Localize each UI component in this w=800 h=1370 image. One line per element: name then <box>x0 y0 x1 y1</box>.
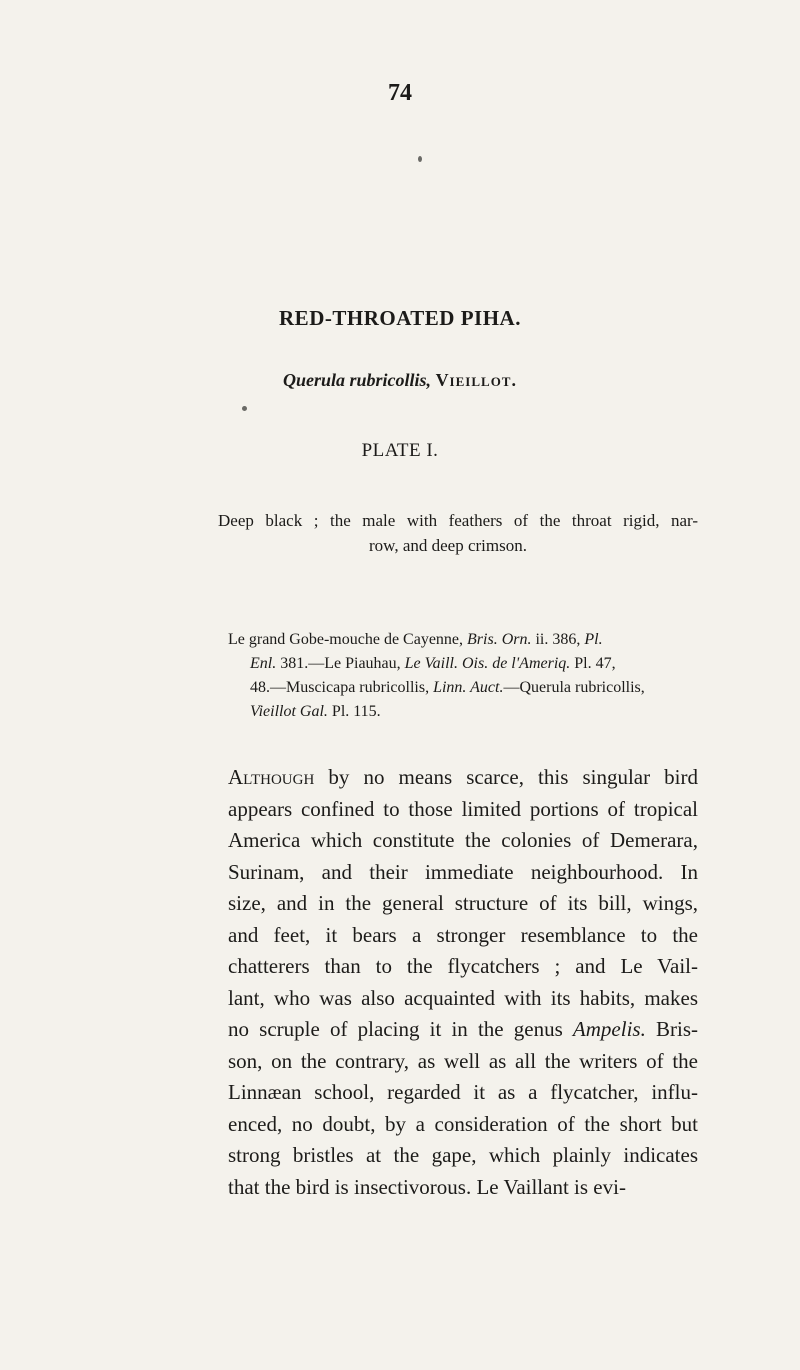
plate-label: PLATE I. <box>361 440 439 461</box>
synonymy-text: Le grand Gobe-mouche de Cayenne, <box>228 631 468 648</box>
body-text: no scruple of placing it in the genus <box>228 1017 573 1041</box>
species-description <box>218 508 698 558</box>
description-line: row, and deep crimson. <box>369 536 527 555</box>
synonymy-citation: Vieillot Gal. <box>250 703 328 720</box>
ink-spot <box>242 406 247 411</box>
body-text: by no means scarce, this singular bird <box>314 765 698 789</box>
synonymy-text: Pl. 47, <box>570 655 616 672</box>
body-line: America which constitute the colonies of Demerara, <box>228 828 698 852</box>
body-line: and feet, it bears a stronger resemblance to the <box>228 922 698 947</box>
body-line: chatterers than to the flycatchers ; and Le Vail- <box>228 954 698 978</box>
chapter-title: RED-THROATED PIHA. <box>279 306 521 330</box>
body-line: size, and in the general structure of its bill, wings, <box>228 891 698 915</box>
synonymy-text: —Querula rubricollis, <box>503 679 645 696</box>
genus-name: Ampelis. <box>572 1017 646 1041</box>
synonymy-citation: Le Vaill. Ois. de l'Ameriq. <box>404 655 571 672</box>
body-line: Linnæan school, regarded it as a flycatcher, influ- <box>228 1080 698 1104</box>
synonymy-text: 381.—Le Piauhau, <box>276 655 405 672</box>
synonymy-text: ii. 386, <box>531 631 585 648</box>
synonymy-line <box>228 628 708 652</box>
body-line <box>228 762 698 794</box>
synonymy-citation: Pl. <box>584 631 603 648</box>
ink-spot <box>418 156 422 162</box>
body-line: appears confined to those limited portions of tropical <box>228 796 698 821</box>
synonymy-citation: Bris. Orn. <box>467 631 532 648</box>
body-line: lant, who was also acquainted with its habits, makes <box>228 985 698 1010</box>
synonymy-text: 48.—Muscicapa rubricollis, <box>250 679 434 696</box>
body-line: son, on the contrary, as well as all the writers of the <box>228 1048 698 1073</box>
species-name: Querula rubricollis, <box>283 370 432 390</box>
body-line: that the bird is insectivorous. Le Vaillant is evi- <box>228 1174 626 1199</box>
body-line <box>228 1014 698 1046</box>
synonymy-line <box>228 652 708 676</box>
species-authority: Vieillot. <box>435 370 517 390</box>
body-line: enced, no doubt, by a consideration of the short but <box>228 1111 698 1136</box>
synonymy-text: Pl. 115. <box>327 703 381 720</box>
body-line: strong bristles at the gape, which plainly indicates <box>228 1143 698 1167</box>
description-line: Deep black ; the male with feathers of the throat rigid, nar- <box>218 511 698 530</box>
synonymy-citation: Enl. <box>250 655 277 672</box>
body-text: Bris- <box>645 1017 698 1041</box>
scientific-name <box>0 370 800 391</box>
body-paragraph <box>228 762 698 1203</box>
synonymy-block <box>228 628 708 724</box>
synonymy-citation: Linn. Auct. <box>433 679 504 696</box>
page-number: 74 <box>388 80 412 106</box>
body-line: Surinam, and their immediate neighbourhood. In <box>228 859 698 884</box>
drop-word: Although <box>228 765 315 789</box>
synonymy-line <box>228 700 708 724</box>
synonymy-line <box>228 676 708 700</box>
